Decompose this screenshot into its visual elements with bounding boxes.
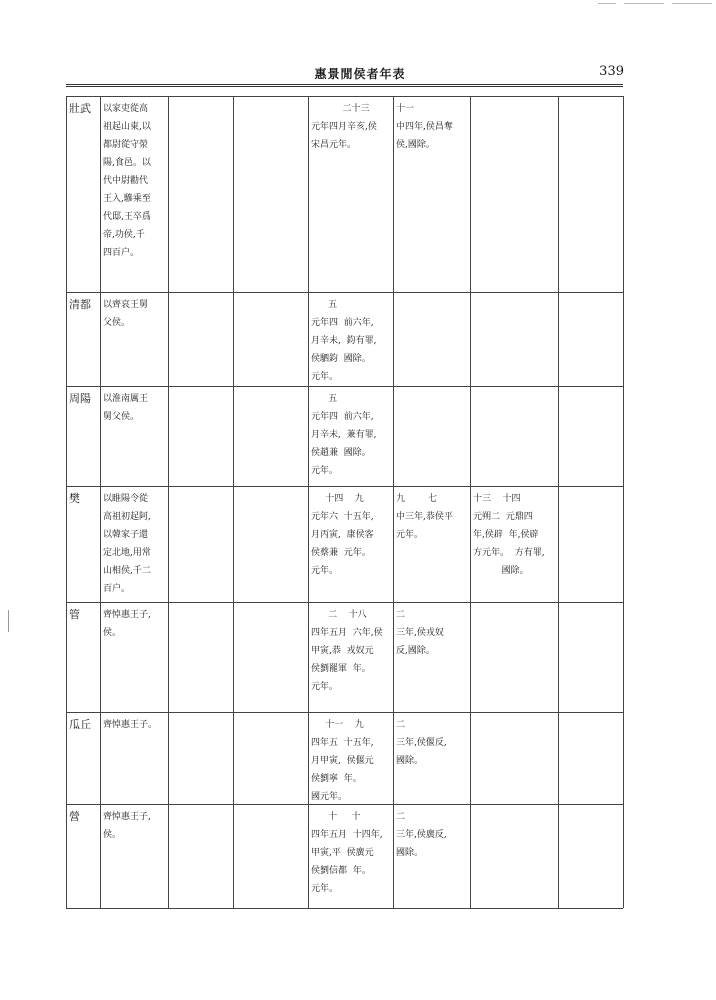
cell-line: 元年。	[396, 530, 424, 540]
cell-line: 國元年。	[311, 792, 348, 802]
cell-line: 二	[396, 720, 406, 730]
cell-line: 侯。	[103, 830, 122, 840]
column-rule	[66, 96, 67, 908]
cell-line: 都尉從守滎	[103, 140, 149, 150]
margin-mark	[8, 610, 9, 632]
cell-line: 父侯。	[103, 318, 131, 328]
cell-line: 元年四月辛亥,侯	[311, 122, 377, 132]
state-name: 壯武	[69, 102, 91, 115]
cell-line: 元年。	[311, 884, 339, 894]
enfeoffment-reason-cell	[103, 390, 148, 426]
enfeoffment-reason-cell	[103, 100, 151, 262]
cell-line: 二 十八	[311, 610, 367, 620]
cell-line: 元年。	[311, 466, 339, 476]
page-number: 339	[599, 64, 624, 79]
cell-line: 以淮南厲王	[103, 394, 149, 404]
reign-cell	[311, 716, 374, 806]
scan-mark	[624, 3, 664, 4]
cell-line: 祖起山東,以	[103, 122, 151, 132]
cell-line: 元年四 前六年,	[311, 318, 374, 328]
column-rule	[100, 96, 101, 908]
cell-line: 代邸,王卒爲	[103, 212, 151, 222]
cell-line: 以韓家子還	[103, 530, 149, 540]
cell-line: 二	[396, 610, 406, 620]
cell-line: 侯。	[103, 628, 122, 638]
state-name: 營	[69, 810, 80, 823]
cell-line: 二十三	[311, 104, 370, 114]
page-header-title: 惠景閒侯者年表	[314, 67, 406, 81]
reign-cell	[396, 716, 447, 770]
cell-line: 陽,食邑。以	[103, 158, 151, 168]
cell-line: 方元年。 方有罪,	[473, 548, 545, 558]
state-name: 清都	[69, 298, 91, 311]
cell-line: 十一	[396, 104, 415, 114]
row-rule	[66, 908, 623, 909]
cell-line: 十四 九	[311, 494, 364, 504]
cell-line: 侯,國除。	[396, 140, 435, 150]
cell-line: 帝,功侯,千	[103, 230, 145, 240]
state-name: 管	[69, 608, 80, 621]
cell-line: 三年,侯廣反,	[396, 830, 447, 840]
cell-line: 四年五月 六年,侯	[311, 628, 383, 638]
scan-mark	[672, 3, 712, 4]
cell-line: 以睢陽令從	[103, 494, 149, 504]
reign-cell	[396, 606, 444, 660]
header-rule	[66, 84, 623, 85]
reign-cell	[396, 100, 453, 154]
cell-line: 定北地,用常	[103, 548, 151, 558]
state-name: 周陽	[69, 392, 91, 405]
cell-line: 侯劉寧 年。	[311, 774, 362, 784]
row-rule	[66, 486, 623, 487]
cell-line: 山相侯,千二	[103, 566, 151, 576]
cell-line: 國除。	[396, 756, 424, 766]
cell-line: 元年。	[311, 682, 339, 692]
enfeoffment-reason-cell	[103, 490, 151, 598]
cell-line: 以齊哀王舅	[103, 300, 149, 310]
reign-cell	[396, 808, 447, 862]
cell-line: 十一 九	[311, 720, 364, 730]
column-rule	[558, 96, 559, 908]
cell-line: 宋昌元年。	[311, 140, 357, 150]
scan-mark	[598, 3, 616, 4]
cell-line: 月甲寅, 侯偃元	[311, 756, 374, 766]
enfeoffment-reason-cell	[103, 296, 148, 332]
cell-line: 中三年,恭侯平	[396, 512, 453, 522]
column-rule	[470, 96, 471, 908]
column-rule	[308, 96, 309, 908]
reign-cell	[311, 296, 376, 386]
row-rule	[66, 96, 623, 97]
state-name: 瓜丘	[69, 718, 91, 731]
cell-line: 五	[311, 394, 338, 404]
row-rule	[66, 386, 623, 387]
column-rule	[393, 96, 394, 908]
column-rule	[233, 96, 234, 908]
cell-line: 九 七	[396, 494, 437, 504]
reign-cell	[396, 490, 453, 544]
cell-line: 齊悼惠王子。	[103, 720, 158, 730]
cell-line: 元朔二 元鼎四	[473, 512, 533, 522]
cell-line: 月丙寅, 康侯客	[311, 530, 374, 540]
cell-line: 甲寅,恭 戎奴元	[311, 646, 374, 656]
cell-line: 元年四 前六年,	[311, 412, 374, 422]
column-rule	[168, 96, 169, 908]
reign-cell	[311, 808, 383, 898]
cell-line: 月辛未, 鈞有罪,	[311, 336, 377, 346]
column-rule	[623, 96, 624, 908]
state-name: 樊	[69, 492, 80, 505]
cell-line: 王入,驂乘至	[103, 194, 151, 204]
reign-cell	[311, 390, 376, 480]
cell-line: 百户。	[103, 584, 131, 594]
cell-line: 年,侯辟 年,侯辟	[473, 530, 539, 540]
enfeoffment-reason-cell	[103, 606, 151, 642]
cell-line: 元年六 十五年,	[311, 512, 374, 522]
cell-line: 侯蔡兼 元年。	[311, 548, 371, 558]
cell-line: 國除。	[473, 566, 529, 576]
cell-line: 元年。	[311, 372, 339, 382]
cell-line: 齊悼惠王子,	[103, 812, 151, 822]
cell-line: 四年五月 十四年,	[311, 830, 383, 840]
cell-line: 舅父侯。	[103, 412, 140, 422]
cell-line: 侯劉罷軍 年。	[311, 664, 371, 674]
cell-line: 高祖初起阿,	[103, 512, 151, 522]
enfeoffment-reason-cell	[103, 808, 151, 844]
cell-line: 侯劉信都 年。	[311, 866, 371, 876]
cell-line: 三年,侯戎奴	[396, 628, 444, 638]
cell-line: 中四年,侯昌奪	[396, 122, 453, 132]
cell-line: 四年五 十五年,	[311, 738, 374, 748]
header-rule	[66, 86, 623, 87]
enfeoffment-reason-cell	[103, 716, 157, 734]
reign-cell	[311, 490, 374, 580]
row-rule	[66, 712, 623, 713]
cell-line: 侯駟鈞 國除。	[311, 354, 371, 364]
row-rule	[66, 602, 623, 603]
cell-line: 甲寅,平 侯廣元	[311, 848, 374, 858]
cell-line: 代中尉勸代	[103, 176, 149, 186]
cell-line: 十 十	[311, 812, 361, 822]
row-rule	[66, 292, 623, 293]
cell-line: 三年,侯偃反,	[396, 738, 447, 748]
cell-line: 齊悼惠王子,	[103, 610, 151, 620]
reign-cell	[311, 100, 377, 154]
cell-line: 四百户。	[103, 248, 140, 258]
cell-line: 國除。	[396, 848, 424, 858]
cell-line: 月辛未, 兼有罪,	[311, 430, 377, 440]
cell-line: 二	[396, 812, 406, 822]
cell-line: 侯趙兼 國除。	[311, 448, 371, 458]
cell-line: 以家吏從高	[103, 104, 149, 114]
cell-line: 五	[311, 300, 338, 310]
cell-line: 元年。	[311, 566, 339, 576]
reign-cell	[311, 606, 383, 696]
reign-cell	[473, 490, 545, 580]
cell-line: 反,國除。	[396, 646, 435, 656]
cell-line: 十三 十四	[473, 494, 521, 504]
